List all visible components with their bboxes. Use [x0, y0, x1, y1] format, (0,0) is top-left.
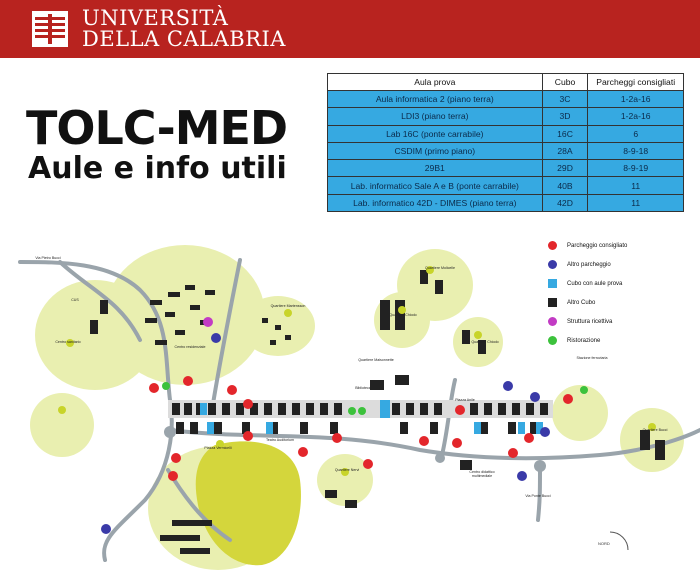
table-cell: 40B	[542, 177, 588, 194]
table-row	[328, 194, 684, 211]
map-legend	[548, 236, 668, 350]
table-cell: 3C	[542, 91, 588, 108]
legend-swatch	[548, 279, 557, 288]
header-bar	[0, 0, 700, 58]
legend-item	[548, 236, 668, 255]
column-header: Cubo	[542, 74, 588, 91]
map-label: Biblioteca	[355, 386, 371, 390]
legend-label: Cubo con aule prova	[567, 280, 623, 287]
map-label: Quartiere Maisonnette	[358, 358, 394, 362]
table-cell: Lab. informatico 42D - DIMES (piano terra)	[328, 194, 543, 211]
compass-label: NORD	[598, 541, 610, 546]
map-label: Centro sanitario	[55, 340, 81, 344]
map-label: Centro residenziale	[174, 345, 206, 349]
compass-icon	[598, 532, 628, 550]
university-line2: DELLA CALABRIA	[82, 27, 286, 51]
table-row	[328, 108, 684, 125]
table-row	[328, 125, 684, 142]
page-title: TOLC-MED	[26, 101, 288, 155]
legend-item	[548, 255, 668, 274]
legend-swatch	[548, 241, 557, 250]
legend-label: Altro parcheggio	[567, 261, 611, 268]
table-cell: Lab. informatico Sale A e B (ponte carrabile)	[328, 177, 543, 194]
column-header: Aula prova	[328, 74, 543, 91]
table-cell: 11	[588, 177, 684, 194]
table-cell: 16C	[542, 125, 588, 142]
legend-item	[548, 274, 668, 293]
map-label: Quartiere Martensson	[270, 304, 306, 308]
map-label: Piazza Anile	[455, 398, 475, 402]
map-label: Centro didattico multimediale	[469, 470, 495, 479]
legend-item	[548, 293, 668, 312]
map-label: Quartiere Bucci	[642, 428, 668, 432]
hotel-marker	[203, 317, 213, 327]
table-cell: 11	[588, 194, 684, 211]
map-label: Via Pietro Bucci	[35, 256, 61, 260]
map-label: Stazione ferroviaria	[576, 356, 608, 360]
map-label: Quartiere Nervi	[334, 468, 360, 472]
university-line1: UNIVERSITÀ	[82, 6, 229, 30]
table-cell: LDI3 (piano terra)	[328, 108, 543, 125]
legend-swatch	[548, 336, 557, 345]
map-label: Quartiere Chiodo	[389, 313, 417, 317]
table-row	[328, 177, 684, 194]
table-cell: 1-2a-16	[588, 91, 684, 108]
map-label: Teatro Auditorium	[266, 438, 294, 442]
table-row	[328, 160, 684, 177]
map-label: Quartiere Chiodo 2	[471, 340, 499, 349]
table-cell: 8-9-18	[588, 142, 684, 159]
legend-label: Parcheggio consigliato	[567, 242, 628, 249]
table-header-row	[328, 74, 684, 91]
table-cell: Lab 16C (ponte carrabile)	[328, 125, 543, 142]
table-cell: 8-9-19	[588, 160, 684, 177]
table-cell: 29B1	[328, 160, 543, 177]
table-cell: 6	[588, 125, 684, 142]
university-name	[82, 8, 286, 50]
table-cell: 28A	[542, 142, 588, 159]
table-row	[328, 142, 684, 159]
table-cell: CSDIM (primo piano)	[328, 142, 543, 159]
legend-item	[548, 312, 668, 331]
page-subtitle: Aule e info utili	[28, 151, 287, 186]
table-cell: 3D	[542, 108, 588, 125]
table-cell: 42D	[542, 194, 588, 211]
legend-swatch	[548, 260, 557, 269]
table-row	[328, 91, 684, 108]
legend-label: Ristorazione	[567, 337, 601, 344]
table-cell: 1-2a-16	[588, 108, 684, 125]
legend-swatch	[548, 298, 557, 307]
map-label: CUS	[71, 298, 79, 302]
map-label: Piazza Vermicelli	[204, 446, 232, 450]
exam-rooms-table	[327, 73, 684, 212]
map-label: Via Ponte Bucci	[525, 494, 551, 498]
legend-swatch	[548, 317, 557, 326]
table-cell: Aula informatica 2 (piano terra)	[328, 91, 543, 108]
table-cell: 29D	[542, 160, 588, 177]
column-header: Parcheggi consigliati	[588, 74, 684, 91]
legend-label: Struttura ricettiva	[567, 318, 613, 325]
map-label: Quartiere Molicelle	[425, 266, 455, 270]
legend-label: Altro Cubo	[567, 299, 596, 306]
legend-item	[548, 331, 668, 350]
university-logo-icon	[32, 11, 68, 47]
